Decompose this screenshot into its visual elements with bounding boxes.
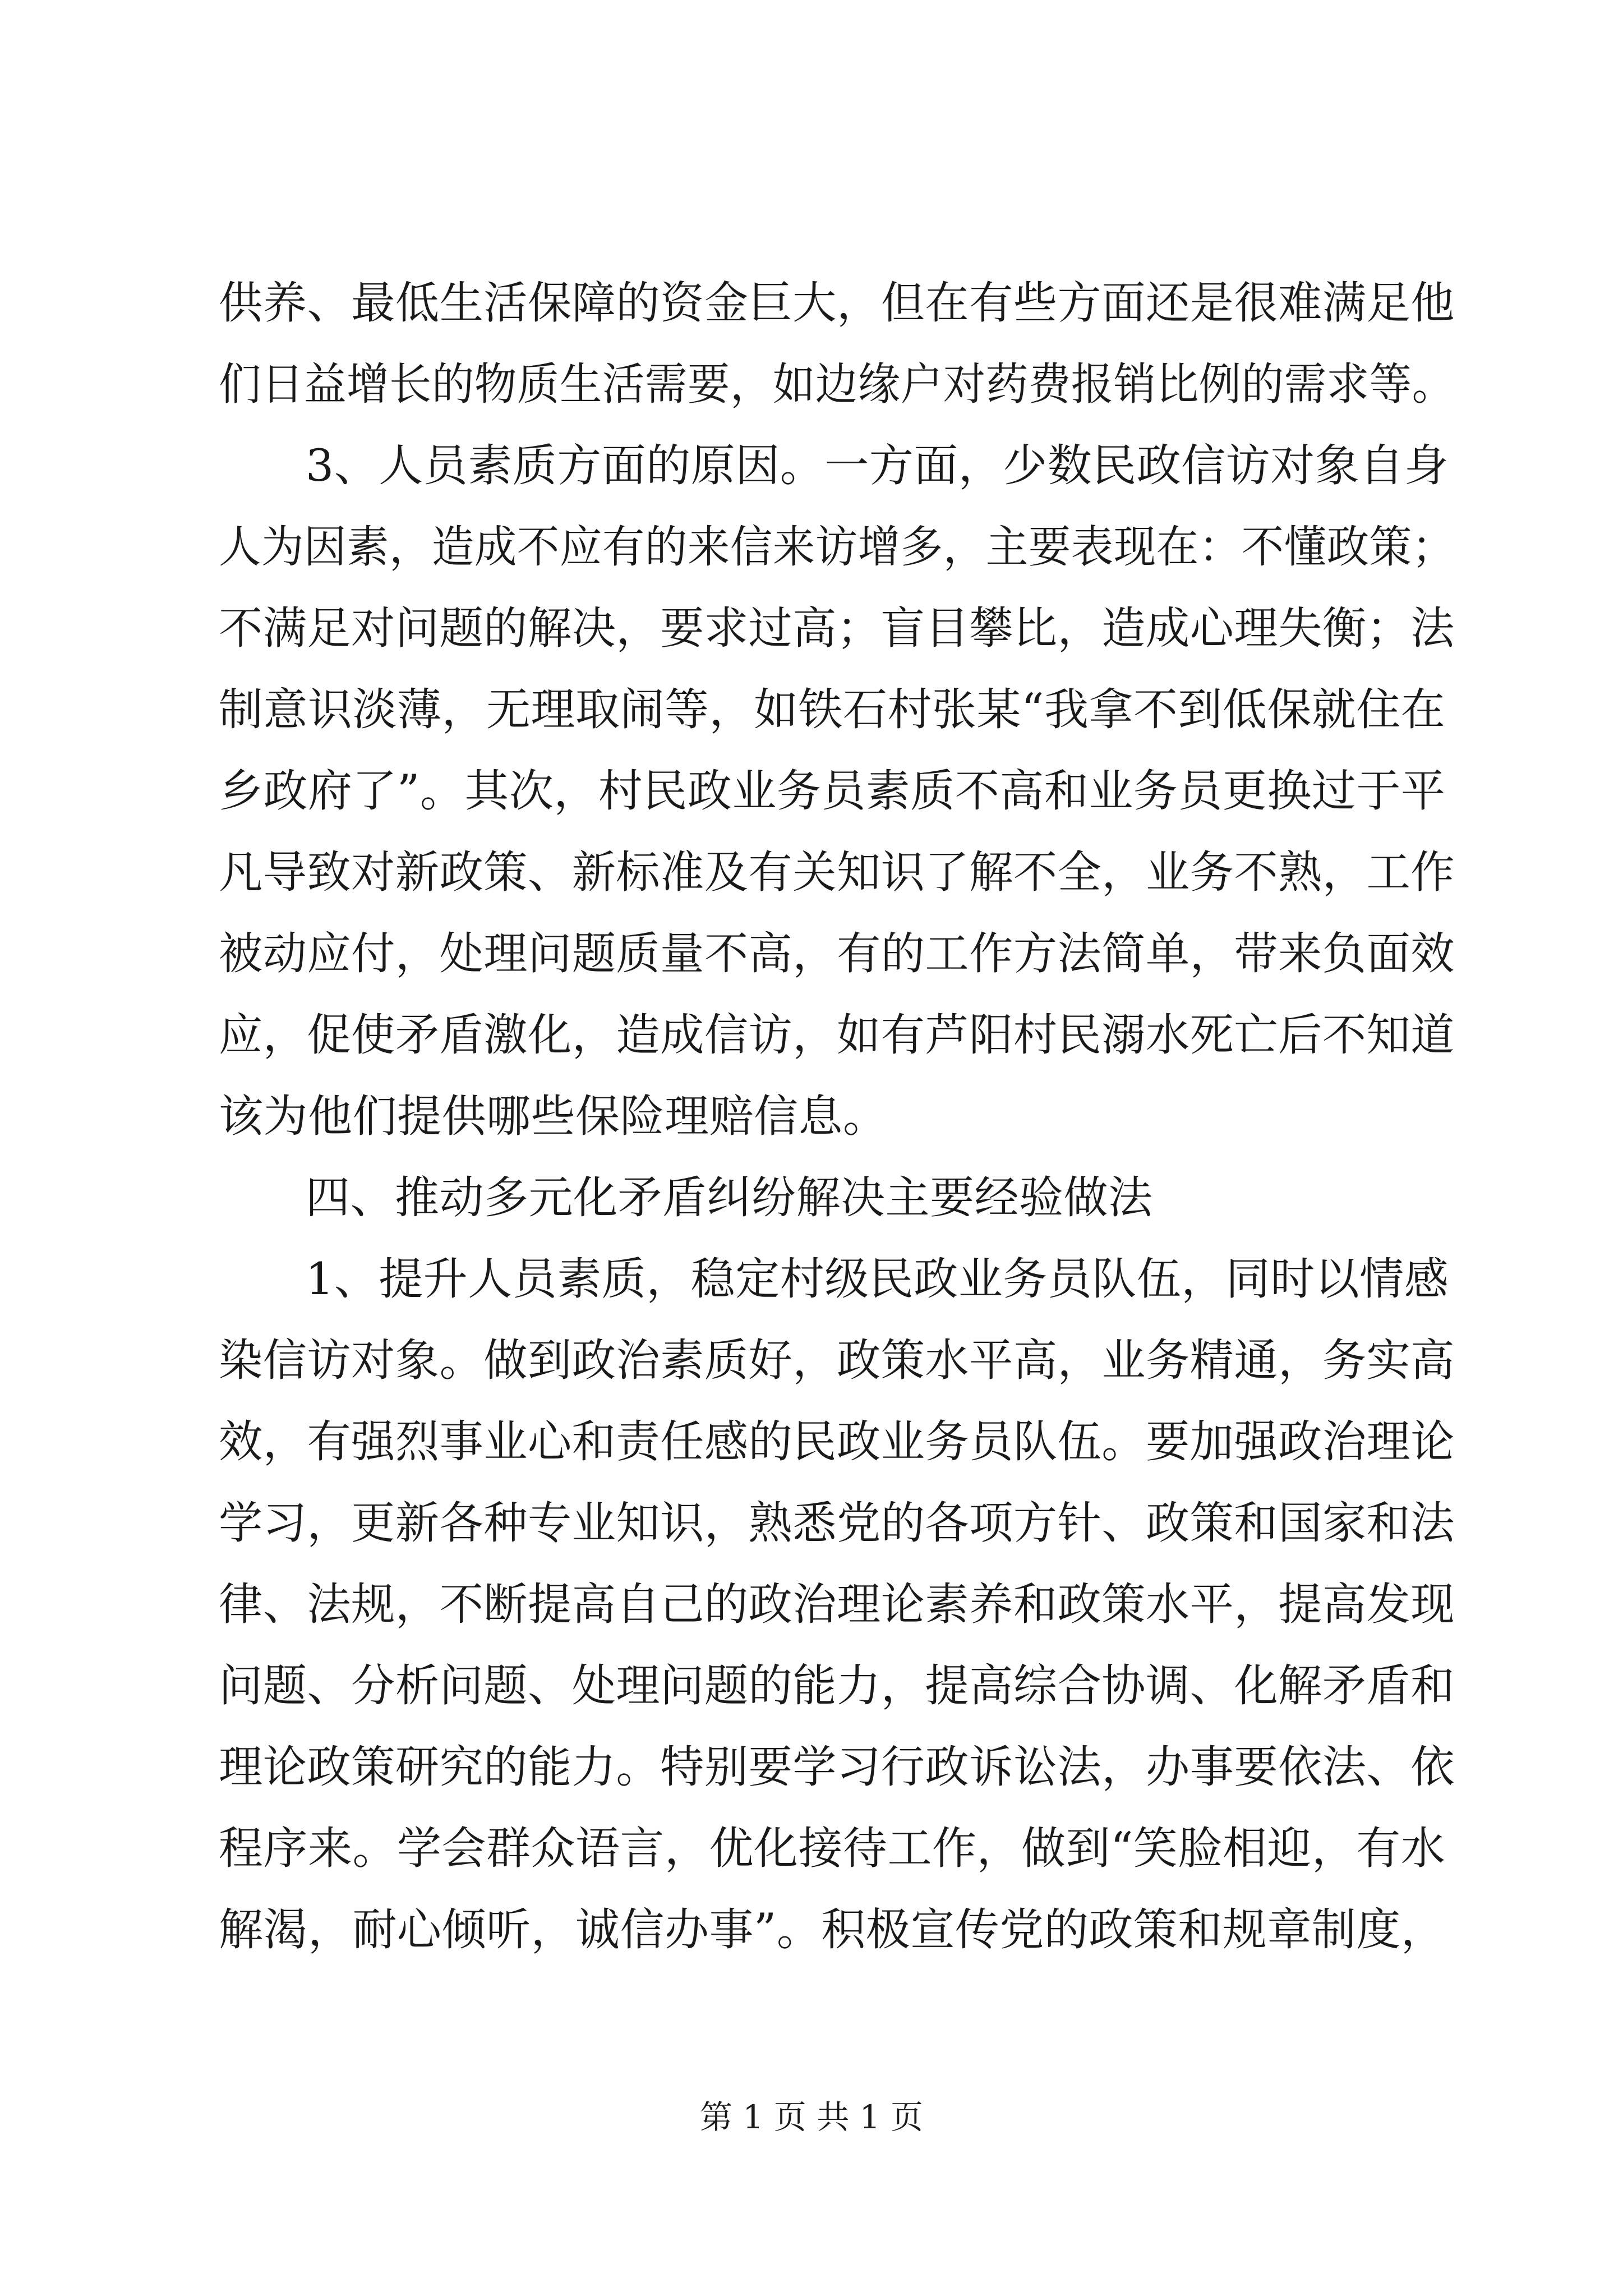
text-line-6: 制意识淡薄，无理取闹等，如铁石村张某“我拿不到低保就住在 <box>219 684 1446 735</box>
text-line-19: 理论政策研究的能力。特别要学习行政诉讼法，办事要依法、依 <box>219 1741 1455 1793</box>
text-line-18: 问题、分析问题、处理问题的能力，提高综合协调、化解矛盾和 <box>219 1660 1455 1711</box>
text-line-16: 学习，更新各种专业知识，熟悉党的各项方针、政策和国家和法 <box>219 1497 1455 1549</box>
text-line-10: 应，促使矛盾激化，造成信访，如有芦阳村民溺水死亡后不知道 <box>219 1009 1455 1061</box>
text-line-7: 乡政府了”。其次，村民政业务员素质不高和业务员更换过于平 <box>219 765 1446 817</box>
text-line-2: 们日益增长的物质生活需要，如边缘户对药费报销比例的需求等。 <box>219 358 1455 410</box>
text-line-13: 1、提升人员素质，稳定村级民政业务员队伍，同时以情感 <box>306 1253 1449 1305</box>
page-number-footer: 第 1 页 共 1 页 <box>700 2098 923 2136</box>
text-line-4: 人为因素，造成不应有的来信来访增多，主要表现在：不懂政策； <box>219 521 1455 573</box>
text-line-20: 程序来。学会群众语言，优化接待工作，做到“笑脸相迎，有水 <box>219 1823 1446 1874</box>
text-line-11: 该为他们提供哪些保险理赔信息。 <box>219 1091 888 1142</box>
text-line-17: 律、法规，不断提高自己的政治理论素养和政策水平，提高发现 <box>219 1579 1455 1630</box>
text-line-9: 被动应付，处理问题质量不高，有的工作方法简单，带来负面效 <box>219 928 1455 979</box>
section-heading: 四、推动多元化矛盾纠纷解决主要经验做法 <box>306 1172 1153 1223</box>
text-line-3: 3、人员素质方面的原因。一方面，少数民政信访对象自身 <box>306 440 1449 491</box>
text-line-1: 供养、最低生活保障的资金巨大，但在有些方面还是很难满足他 <box>219 277 1455 329</box>
text-line-21: 解渴，耐心倾听，诚信办事”。积极宣传党的政策和规章制度， <box>219 1904 1446 1955</box>
text-line-15: 效，有强烈事业心和责任感的民政业务员队伍。要加强政治理论 <box>219 1416 1455 1467</box>
text-line-14: 染信访对象。做到政治素质好，政策水平高，业务精通，务实高 <box>219 1335 1455 1386</box>
text-line-8: 凡导致对新政策、新标准及有关知识了解不全，业务不熟，工作 <box>219 846 1455 898</box>
text-line-5: 不满足对问题的解决，要求过高；盲目攀比，造成心理失衡；法 <box>219 602 1455 654</box>
